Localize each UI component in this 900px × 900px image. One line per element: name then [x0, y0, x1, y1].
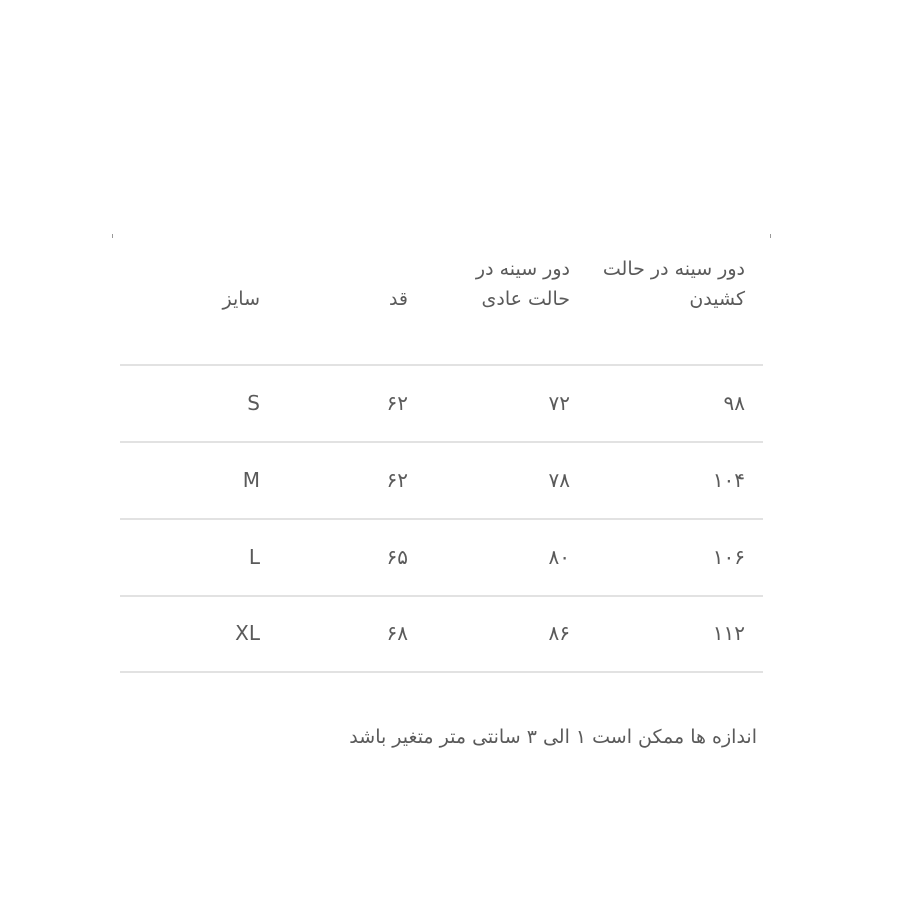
table-header-row [120, 240, 763, 366]
header-normal-chest: دور سینه در حالت عادی [475, 258, 570, 310]
table-row [120, 366, 763, 443]
table-row [120, 596, 763, 673]
cell-height: ۶۵ [386, 545, 408, 569]
size-chart-table [120, 240, 763, 671]
header-size: سایز [222, 288, 260, 310]
cell-height: ۶۲ [386, 391, 408, 415]
cell-size: XL [235, 621, 260, 645]
cell-height: ۶۲ [386, 468, 408, 492]
cell-size: M [242, 468, 260, 492]
cell-stretched-chest: ۱۱۲ [712, 621, 745, 645]
cell-height: ۶۸ [386, 621, 408, 645]
cell-stretched-chest: ۱۰۴ [712, 468, 745, 492]
header-height: قد [388, 288, 408, 310]
header-stretched-chest: دور سینه در حالت کشیدن [602, 258, 745, 310]
cell-normal-chest: ۸۰ [548, 545, 570, 569]
cell-stretched-chest: ۹۸ [723, 391, 745, 415]
cell-normal-chest: ۸۶ [548, 621, 570, 645]
cell-size: S [247, 391, 260, 415]
table-row [120, 443, 763, 520]
corner-mark [770, 234, 771, 238]
table-row [120, 520, 763, 597]
cell-normal-chest: ۷۸ [548, 468, 570, 492]
corner-mark [112, 234, 113, 238]
measurement-note: اندازه ها ممکن است ۱ الی ۳ سانتی متر متغیر باشد [349, 726, 757, 748]
cell-normal-chest: ۷۲ [548, 391, 570, 415]
cell-stretched-chest: ۱۰۶ [712, 545, 745, 569]
cell-size: L [248, 545, 260, 569]
